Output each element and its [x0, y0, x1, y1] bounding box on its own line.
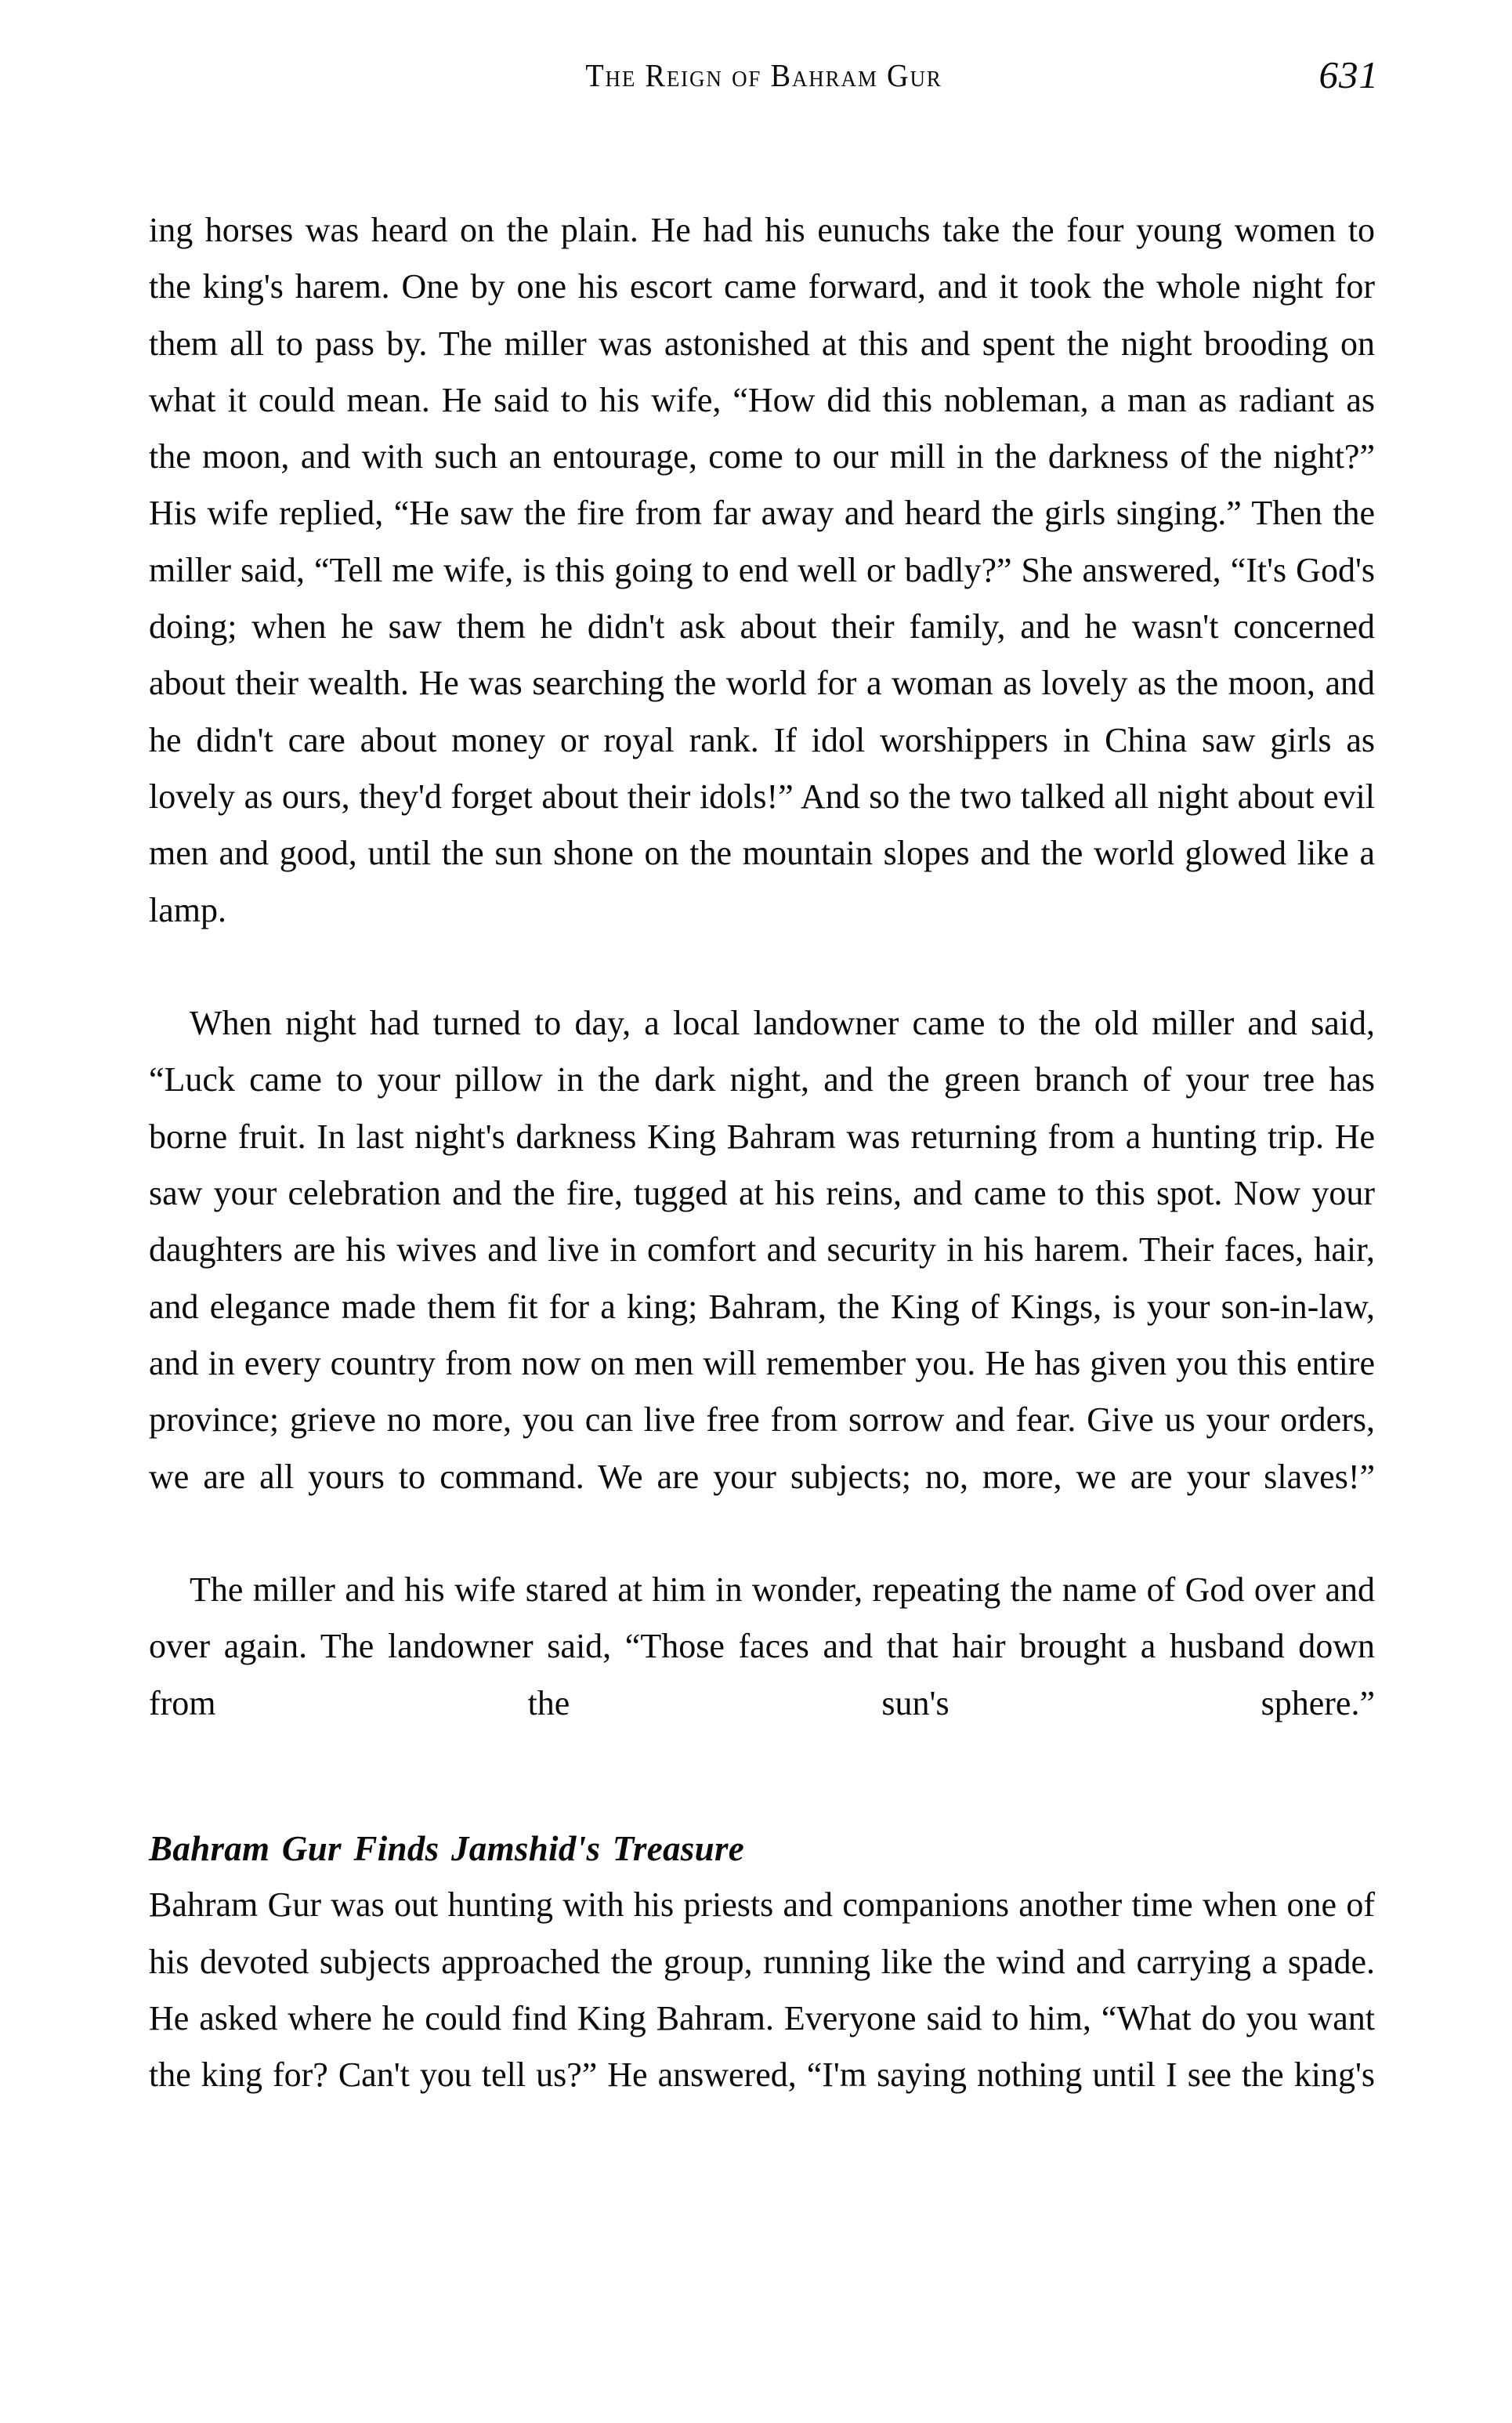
- section-heading: Bahram Gur Finds Jamshid's Treasure: [149, 1829, 745, 1869]
- running-head: [149, 55, 1379, 102]
- paragraph-landowner-speech: When night had turned to day, a local landowner came to the old miller and said, “Luck came to your pillow in the dark night, and the green branch of your tree has borne fruit. In last night's darkness King Bahram was returning from a hunting trip. He saw your celebration and the fire, tugged at his reins, and came to this spot. Now your daughters are his wives and live in comfort and security in his harem. Their faces, hair, and elegance made them fit for a king; Bahram, the King of Kings, is your son-in-law, and in every country from now on men will remember you. He has given you this entire province; grieve no more, you can live free from sorrow and fear. Give us your orders, we are all yours to command. We are your subjects; no, more, we are your slaves!”: [149, 1004, 1375, 1496]
- heading-spacer-above: [149, 1788, 1375, 1825]
- running-head-title: The Reign of Bahram Gur: [585, 57, 942, 93]
- paragraph-section-opening: Bahram Gur was out hunting with his priests and companions another time when one of his devoted subjects approached the group, running like the wind and carrying a spade. He asked where he could find King Bahram. Everyone said to him, “What do you want the king for? Can't you tell us?” He answered, “I'm saying nothing until I see the king's: [149, 1885, 1375, 2095]
- text-block: [149, 202, 1375, 2160]
- page-number: 631: [1318, 53, 1379, 96]
- paragraph-miller-wonder: The miller and his wife stared at him in wonder, repeating the name of God over and over again. The landowner said, “Those faces and that hair brought a husband down from the sun's sphere.”: [149, 1570, 1375, 1722]
- paragraph-continued: ing horses was heard on the plain. He had his eunuchs take the four young women to the king's harem. One by one his escort came forward, and it took the whole night for them all to pass by. The miller was astonished at this and spent the night brooding on what it could mean. He said to his wife, “How did this nobleman, a man as radiant as the moon, and with such an entourage, come to our mill in the darkness of the night?” His wife replied, “He saw the fire from far away and heard the girls singing.” Then the miller said, “Tell me wife, is this going to end well or badly?” She answered, “It's God's doing; when he saw them he didn't ask about their family, and he wasn't concerned about their wealth. He was searching the world for a woman as lovely as the moon, and he didn't care about money or royal rank. If idol worshippers in China saw girls as lovely as ours, they'd forget about their idols!” And so the two talked all night about evil men and good, until the sun shone on the mountain slopes and the world glowed like a lamp.: [149, 211, 1375, 929]
